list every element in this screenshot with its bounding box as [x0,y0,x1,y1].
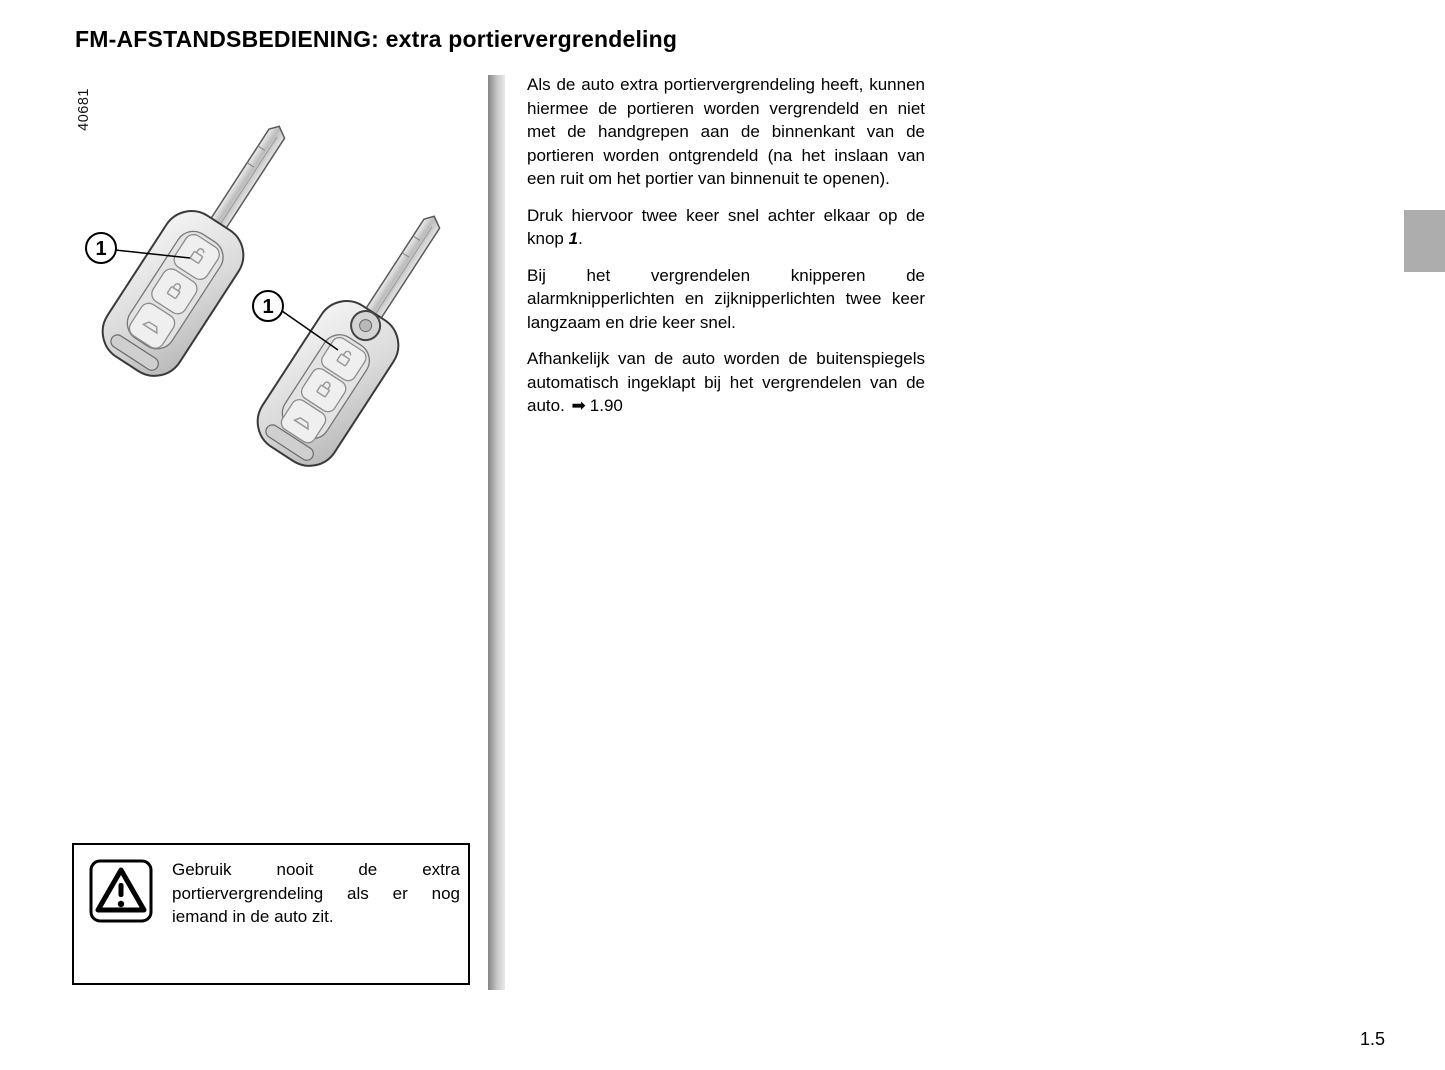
paragraph-2 [527,204,925,251]
key-blade [364,212,443,321]
key-left [91,104,317,387]
key-blade [209,122,288,231]
chapter-tab [1404,210,1445,272]
body-text-column [527,73,925,431]
warning-text: Gebruik nooit de extra portiervergrendeling als er nog iemand in de auto zit. [172,860,460,926]
figure-photo-id: 40681 [76,88,92,131]
warning-triangle-icon [89,859,153,923]
paragraph-4 [527,347,925,418]
paragraph-1: Als de auto extra portiervergrendeling heeft, kunnen hiermee de portieren worden vergrendeld en niet met de handgrepen aan de binnenkant van de portieren worden ontgrendeld (na het inslaan van een ruit om het portier van binnenuit te openen). [527,75,925,188]
column-separator-bar [488,75,505,990]
key-remote-illustration [70,78,480,488]
callout-label: 1 [95,238,107,260]
key-right [246,194,472,477]
cross-reference-arrow-icon: ➡ [571,396,586,415]
paragraph-3: Bij het vergrendelen knipperen de alarmknipperlichten en zijknipperlichten twee keer langzaam en drie keer snel. [527,265,925,332]
paragraph-4-text: Afhankelijk van de auto worden de buitenspiegels automatisch ingeklapt bij het vergrendelen van de auto. [527,349,925,415]
cross-reference-page: 1.90 [589,396,623,415]
page-number: 1.5 [1359,1029,1385,1049]
paragraph-2-text: Druk hiervoor twee keer snel achter elkaar op de knop [527,205,925,248]
page-title: FM-AFSTANDSBEDIENING: extra portiervergrendeling [75,26,678,52]
warning-box [72,843,470,985]
paragraph-2-period: . [578,229,583,248]
callout-label: 1 [262,296,274,318]
button-reference: 1 [568,229,579,248]
